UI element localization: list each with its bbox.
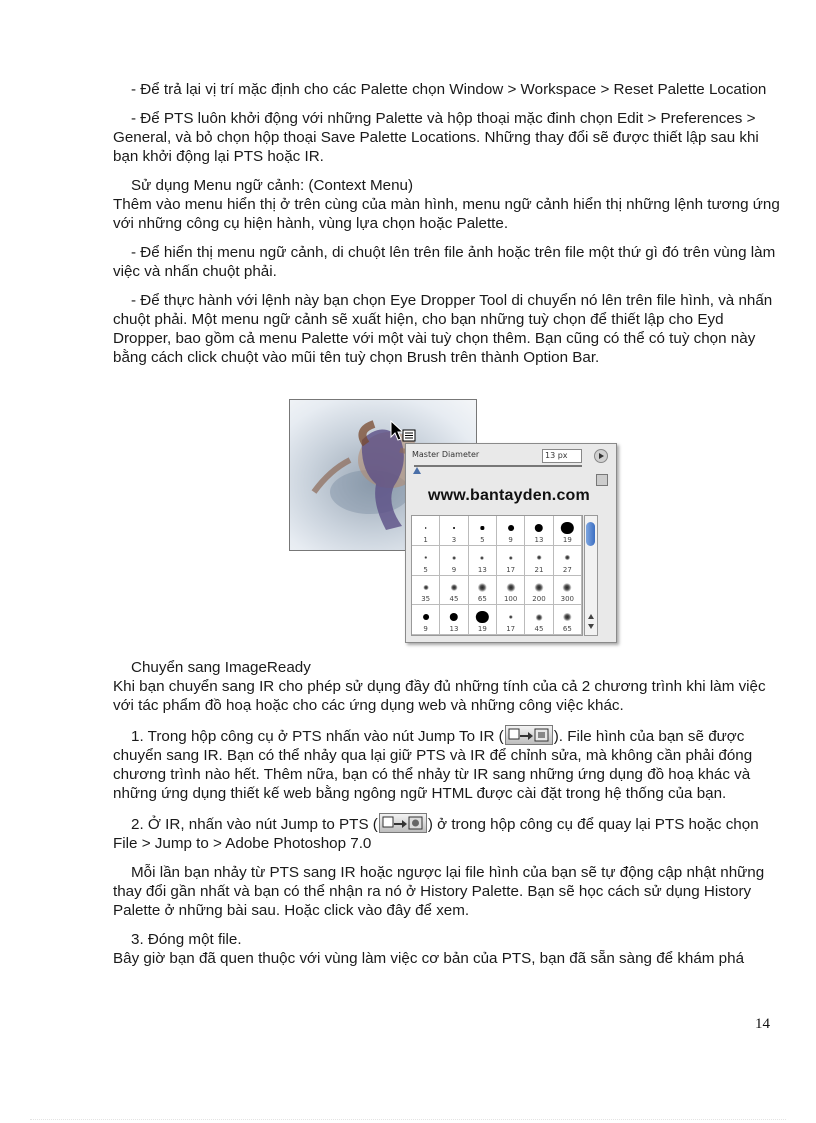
brush-tip-icon	[452, 556, 456, 560]
brush-size-label: 27	[562, 565, 572, 574]
brush-tip-icon	[450, 613, 458, 621]
brush-preset[interactable]	[497, 576, 525, 606]
brush-tip-icon	[453, 527, 455, 529]
scroll-up-icon[interactable]	[588, 614, 594, 619]
brush-tip-icon	[480, 556, 484, 560]
brush-preset[interactable]	[525, 605, 553, 635]
brush-size-label: 17	[506, 625, 516, 633]
paragraph-history-palette: Mỗi lần bạn nhảy từ PTS sang IR hoặc ngược lại file hình của bạn sẽ tự động cập nhật những thay đổi gần nhất và bạn có thể nhận ra nó ở History Palette. Bạn sẽ học cách sử dụng History Palette ở những bài sau. Hoặc click vào đây để xem.	[113, 864, 765, 919]
palette-option-icon[interactable]	[596, 474, 608, 486]
jump-to-ir-text-before: 1. Trong hộp công cụ ở PTS nhấn vào nút Jump To IR (	[131, 728, 504, 745]
section-heading-imageready: Chuyển sang ImageReady	[131, 659, 311, 676]
brush-tip-icon	[478, 583, 486, 591]
scroll-thumb[interactable]	[586, 522, 595, 546]
brush-size-label: 13	[477, 565, 487, 574]
brush-tip-icon	[536, 614, 543, 621]
jump-to-pts-text-after: ) ở trong hộp công cụ để quay lại PTS hoặc chọn File > Jump to > Adobe Photoshop 7.0	[113, 816, 759, 852]
brush-preset[interactable]	[497, 546, 525, 576]
brush-tip-icon	[423, 614, 429, 620]
brush-tip-icon	[508, 615, 512, 619]
brush-preset[interactable]	[440, 605, 468, 635]
brush-tip-icon	[476, 611, 488, 623]
brush-preset[interactable]	[440, 516, 468, 546]
brush-tip-icon	[565, 555, 570, 560]
brush-size-label: 13	[449, 625, 459, 633]
brush-tip-icon	[424, 556, 427, 559]
brush-size-label: 45	[449, 595, 459, 604]
brush-tip-icon	[508, 556, 512, 560]
brush-preset[interactable]	[554, 546, 582, 576]
brush-preset[interactable]	[469, 605, 497, 635]
brush-scrollbar[interactable]	[584, 515, 598, 636]
footer-divider	[30, 1119, 786, 1120]
brush-preset[interactable]	[525, 576, 553, 606]
paragraph-context-menu: Thêm vào menu hiển thị ở trên cùng của màn hình, menu ngữ cảnh hiển thị những lệnh tương ứng với những công cụ hiện hành, vùng lựa chọn hoặc Palette.	[113, 196, 780, 232]
page-number: 14	[755, 1016, 770, 1032]
brush-preset[interactable]	[525, 516, 553, 546]
brush-size-label: 200	[532, 595, 546, 604]
brush-preset[interactable]	[497, 516, 525, 546]
brush-tip-icon	[481, 526, 484, 529]
brush-size-label: 45	[534, 625, 544, 633]
brush-size-label: 300	[560, 595, 575, 604]
brush-tip-icon	[423, 585, 429, 591]
brush-size-label: 19	[562, 535, 572, 544]
slider-thumb-icon[interactable]	[413, 467, 421, 474]
brush-preset[interactable]	[412, 546, 440, 576]
brush-preset[interactable]	[554, 605, 582, 635]
brush-size-label: 65	[562, 625, 572, 633]
brush-size-label: 3	[451, 535, 457, 544]
brush-preset-grid	[411, 515, 583, 636]
brush-preset[interactable]	[440, 576, 468, 606]
paragraph-show-context-menu: - Để hiển thị menu ngữ cảnh, di chuột lên trên file ảnh hoặc trên file một thứ gì đó trên vùng làm việc và nhấn chuột phải.	[113, 244, 776, 280]
master-diameter-field[interactable]: 13 px	[542, 449, 582, 463]
brush-size-label: 17	[506, 565, 516, 574]
brush-size-label: 21	[534, 565, 544, 574]
brush-preset[interactable]	[412, 516, 440, 546]
brush-preset[interactable]	[440, 546, 468, 576]
brush-preset[interactable]	[497, 605, 525, 635]
brush-tip-icon	[425, 527, 427, 529]
jump-to-ir-text-after: ). File hình của bạn sẽ được chuyển sang IR. Bạn có thể nhảy qua lại giữ PTS và IR để chỉnh sửa, mà không cần phải đóng chương trình nào hết. Thêm nữa, bạn có thể nhảy từ IR sang những ứng dụng đồ hoạ khác và những ứng dụng thiết kế web bằng ngông ngữ HTML được cài đặt trong hệ thống của bạn.	[113, 728, 753, 802]
paragraph-close-file: Bây giờ bạn đã quen thuộc với vùng làm việc cơ bản của PTS, bạn đã sẵn sàng để khám phá	[113, 950, 745, 967]
brush-tip-icon	[561, 522, 573, 534]
master-diameter-label: Master Diameter	[412, 450, 480, 459]
section-heading-close-file: 3. Đóng một file.	[131, 931, 242, 948]
brush-size-label: 13	[534, 535, 544, 544]
context-menu-screenshot	[289, 399, 621, 645]
diameter-slider[interactable]	[414, 465, 582, 467]
brush-size-label: 5	[423, 565, 428, 574]
brush-preset[interactable]	[412, 576, 440, 606]
document-body-continued	[113, 658, 781, 978]
jump-to-pts-text-before: 2. Ở IR, nhấn vào nút Jump to PTS (	[131, 816, 378, 833]
paragraph-preferences: - Để PTS luôn khởi động với những Palette và hộp thoại mặc đinh chọn Edit > Preferences > General, và bỏ chọn hộp thoại Save Palette Locations. Những thay đổi sẽ được thiết lập sau khi bạn khởi động lại PTS hoặc IR.	[113, 110, 759, 165]
brush-size-label: 100	[503, 595, 518, 604]
brush-size-label: 65	[477, 595, 487, 604]
brush-palette	[405, 443, 617, 643]
brush-size-label: 9	[508, 535, 513, 544]
brush-preset[interactable]	[554, 576, 582, 606]
brush-preset[interactable]	[469, 516, 497, 546]
brush-tip-icon	[534, 583, 543, 592]
brush-size-label: 5	[480, 535, 485, 544]
paragraph-eye-dropper: - Để thực hành với lệnh này bạn chọn Eye Dropper Tool di chuyển nó lên trên file hình, và nhấn chuột phải. Một menu ngữ cảnh sẽ xuất hiện, cho bạn những tuỳ chọn để thiết lập cho Eyd Dropper, bao gồm cả menu Palette với một vài tuỳ chọn thêm. Bạn cũng có thể có tuỳ chọn này bằng cách click chuột vào mũi tên tuỳ chọn Brush trên thành Option Bar.	[113, 292, 773, 366]
brush-preset[interactable]	[412, 605, 440, 635]
palette-menu-arrow-icon[interactable]	[594, 449, 608, 463]
brush-size-label: 35	[421, 595, 431, 604]
jump-to-pts-button-icon	[379, 813, 427, 833]
section-heading-context-menu: Sử dụng Menu ngữ cảnh: (Context Menu)	[131, 177, 414, 194]
brush-size-label: 9	[451, 565, 457, 574]
brush-preset[interactable]	[554, 516, 582, 546]
brush-tip-icon	[451, 584, 458, 591]
paragraph-reset-palette: - Để trả lại vị trí mặc định cho các Palette chọn Window > Workspace > Reset Palette Location	[131, 81, 767, 98]
paragraph-imageready: Khi bạn chuyển sang IR cho phép sử dụng đầy đủ những tính của cả 2 chương trình khi làm việc với tác phẩm đồ hoạ hoặc cho các ứng dụng web và những công việc khác.	[113, 678, 766, 714]
brush-size-label: 1	[423, 535, 428, 544]
brush-tip-icon	[508, 525, 514, 531]
brush-preset[interactable]	[525, 546, 553, 576]
paragraph-jump-to-ir	[113, 725, 781, 803]
brush-size-label: 9	[423, 625, 428, 633]
brush-tip-icon	[506, 583, 515, 592]
brush-tip-icon	[535, 524, 543, 532]
scroll-down-icon[interactable]	[588, 624, 594, 629]
brush-tip-icon	[563, 583, 572, 592]
jump-to-ir-button-icon	[505, 725, 553, 745]
brush-size-label: 19	[477, 625, 487, 633]
document-body	[113, 80, 781, 377]
brush-preset[interactable]	[469, 576, 497, 606]
paragraph-jump-to-pts	[113, 813, 781, 853]
watermark-text: www.bantayden.com	[428, 487, 590, 504]
brush-tip-icon	[563, 613, 571, 621]
brush-tip-icon	[537, 555, 542, 560]
brush-preset[interactable]	[469, 546, 497, 576]
